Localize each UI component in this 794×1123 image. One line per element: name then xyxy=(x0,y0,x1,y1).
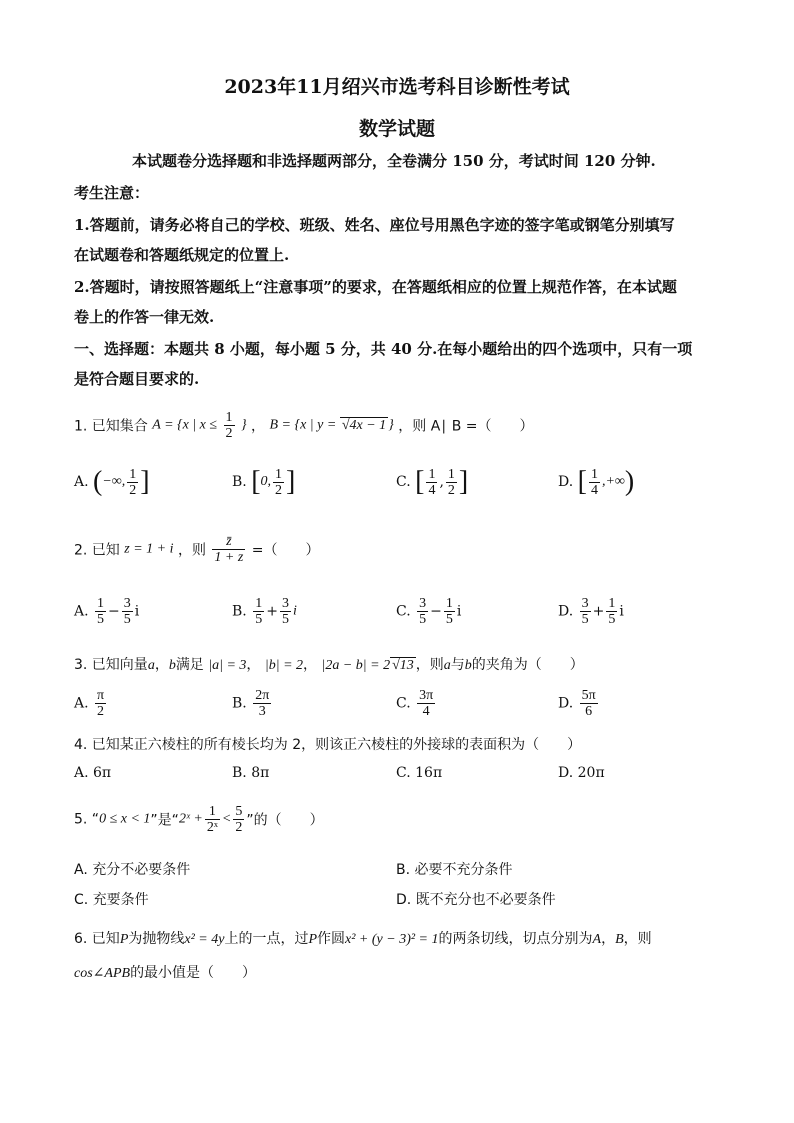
q3-stem xyxy=(74,654,584,674)
q5-lt: < xyxy=(221,811,232,827)
notice-1-line2: 在试题卷和答题纸规定的位置上. xyxy=(74,246,290,264)
frac-num: 1 xyxy=(205,804,220,820)
q3-option-d[interactable] xyxy=(558,688,600,719)
q4-option-c[interactable] xyxy=(396,765,442,781)
frac-a xyxy=(417,596,428,627)
q6-text-e: 的两条切线，切点分别为 xyxy=(438,931,593,947)
q1-set-a-fraction xyxy=(224,410,235,441)
frac-b xyxy=(444,596,455,627)
frac-num: 5 xyxy=(235,804,243,819)
q6-text-f: ，则 xyxy=(623,931,652,947)
frac-num: 1 xyxy=(275,466,283,482)
q3-option-c[interactable] xyxy=(396,688,437,719)
op: − xyxy=(430,603,442,620)
q1-set-a-close: } xyxy=(240,417,247,433)
frac-den: 4 xyxy=(428,482,436,498)
q2-given: z = 1 + i xyxy=(124,541,174,557)
q3-cond-2: |b| = 2 xyxy=(264,658,304,673)
frac-a xyxy=(580,596,591,627)
op: + xyxy=(592,603,605,620)
option-label: B. xyxy=(232,765,247,781)
frac-den: 5 xyxy=(608,612,616,627)
q2-option-a[interactable] xyxy=(74,596,139,627)
option-label: A. xyxy=(74,603,89,620)
option-value: 8π xyxy=(251,765,270,781)
bracket-left: [ xyxy=(577,466,587,497)
q3-text-a: 3. 已知向量 xyxy=(74,657,148,673)
frac-num: 1 xyxy=(97,596,105,611)
option-value: 20π xyxy=(577,765,605,781)
q5-option-c[interactable] xyxy=(74,889,149,909)
q1-option-c[interactable] xyxy=(396,466,468,498)
frac-den: 2 xyxy=(447,482,455,498)
frac-den: 6 xyxy=(585,704,593,719)
option-label: A. xyxy=(74,695,89,712)
frac-den: 5 xyxy=(281,612,289,627)
q6-text-g: 的最小值是（ ） xyxy=(130,965,257,981)
bracket-left: ( xyxy=(93,466,103,497)
option-fraction xyxy=(417,688,435,719)
option-label: C. xyxy=(396,474,411,490)
q5-term: 2ˣ + xyxy=(178,811,203,827)
q3-text-b: 满足 xyxy=(175,657,204,673)
q2-suffix: =（ ） xyxy=(251,542,320,559)
frac-num: 1 xyxy=(255,596,263,611)
bracket-left: [ xyxy=(415,466,425,497)
q5-cond: 0 ≤ x < 1 xyxy=(99,811,151,827)
q5-option-a[interactable] xyxy=(74,859,190,879)
option-fraction-1 xyxy=(426,467,437,498)
q2-option-c[interactable] xyxy=(396,596,461,627)
bracket-left: [ xyxy=(251,466,261,497)
frac-b xyxy=(280,596,291,627)
option-label: B. xyxy=(232,474,247,490)
frac-num: 1 xyxy=(428,466,436,482)
option-label: D. xyxy=(558,695,574,712)
notice-1-line1: 1.答题前，请务必将自己的学校、班级、姓名、座位号用黑色字迹的签字笔或钢笔分别填写 xyxy=(74,216,675,234)
bracket-right: ) xyxy=(624,466,635,497)
bracket-right: ] xyxy=(458,466,469,497)
frac-den: 5 xyxy=(445,612,453,627)
imag-unit: i xyxy=(456,603,462,620)
q5-option-b[interactable] xyxy=(396,859,513,879)
q6-text-d: 作圆 xyxy=(317,931,346,947)
notice-2-line1: 2.答题时，请按照答题纸上“注意事项”的要求，在答题纸相应的位置上规范作答，在本试题 xyxy=(74,278,677,296)
frac-den: 2 xyxy=(129,482,137,498)
frac-den: 3 xyxy=(258,704,266,719)
vector-a-2: a xyxy=(443,658,451,673)
q2-option-d[interactable] xyxy=(558,596,624,627)
q1-set-a-num: 1 xyxy=(225,410,233,425)
q1-set-b-radicand: 4x − 1 xyxy=(349,418,387,433)
op: + xyxy=(266,603,278,620)
q5-fraction-2 xyxy=(233,804,244,835)
q3-option-b[interactable] xyxy=(232,688,273,719)
option-fraction-2 xyxy=(446,467,457,498)
q5-mid: ”是“ xyxy=(150,812,179,829)
option-value: 充要条件 xyxy=(92,892,149,908)
q2-num: z̄ xyxy=(212,534,245,550)
exam-title: 2023年11月绍兴市选考科目诊断性考试 xyxy=(224,76,570,98)
frac-b xyxy=(606,596,617,627)
frac-num: 5π xyxy=(581,688,596,703)
frac-den: 5 xyxy=(419,612,427,627)
imag-unit: i xyxy=(292,603,297,619)
q6-text-b: 为抛物线 xyxy=(128,931,185,947)
q6-comma: ， xyxy=(601,931,616,947)
notice-2-line2: 卷上的作答一律无效. xyxy=(74,308,215,326)
frac-den: 2ˣ xyxy=(206,820,218,835)
bracket-right: ] xyxy=(140,466,150,497)
q6-point-a: A xyxy=(592,932,602,947)
option-fraction xyxy=(127,467,138,498)
frac-num: π xyxy=(97,688,105,703)
q1-option-a[interactable] xyxy=(74,466,150,498)
exam-intro: 本试题卷分选择题和非选择题两部分，全卷满分 150 分，考试时间 120 分钟. xyxy=(132,152,656,170)
q2-mid: ，则 xyxy=(177,542,206,559)
q1-set-b-radical: √4x − 1 xyxy=(341,418,387,433)
option-label: D. xyxy=(558,474,574,490)
q3-option-a[interactable] xyxy=(74,688,108,719)
option-label: B. xyxy=(232,695,247,712)
q6-line1 xyxy=(74,928,652,948)
section1-line1: 一、选择题：本题共 8 小题，每小题 5 分，共 40 分.在每小题给出的四个选项中，只有一项 xyxy=(74,340,693,358)
q1-set-b-close: } xyxy=(388,417,394,433)
frac-num: 1 xyxy=(608,596,616,611)
frac-num: 3 xyxy=(419,596,427,611)
option-fraction xyxy=(580,688,598,719)
option-label: B. xyxy=(396,862,411,878)
frac-num: 1 xyxy=(129,466,137,482)
option-value: 16π xyxy=(415,765,443,781)
q3-text-e: 的夹角为（ ） xyxy=(471,657,584,673)
option-label: A. xyxy=(74,765,89,781)
q3-sep-3: ， xyxy=(303,657,318,673)
frac-num: 3 xyxy=(281,596,289,611)
option-label: D. xyxy=(558,603,574,620)
frac-b xyxy=(122,596,133,627)
q1-set-a-den: 2 xyxy=(225,426,233,441)
option-label: A. xyxy=(74,474,89,490)
frac-den: 5 xyxy=(97,612,105,627)
frac-den: 4 xyxy=(422,704,430,719)
q6-expression: cos∠APB xyxy=(74,966,131,981)
q2-den: 1 + z xyxy=(214,550,244,565)
frac-a xyxy=(253,596,264,627)
q1-option-d[interactable] xyxy=(558,466,634,498)
option-label: D. xyxy=(558,765,574,781)
q1-option-b[interactable] xyxy=(232,466,295,498)
option-label: A. xyxy=(74,862,88,878)
q1-set-b: B = {x | y = xyxy=(269,417,340,433)
q1-set-a: A = {x | x ≤ xyxy=(152,417,218,433)
q4-option-b[interactable] xyxy=(232,765,269,781)
q3-cond-1: |a| = 3 xyxy=(208,658,247,673)
frac-den: 4 xyxy=(590,482,598,498)
frac-den: 2 xyxy=(235,820,243,835)
q2-fraction xyxy=(212,534,245,565)
imag-unit: i xyxy=(134,603,140,620)
q3-cond-3-radical: √13 xyxy=(392,658,414,673)
q5-stem xyxy=(74,804,324,835)
q5-prefix: 5. “ xyxy=(74,811,100,828)
frac-num: 1 xyxy=(590,466,598,482)
q1-prefix: 1. 已知集合 xyxy=(74,418,148,435)
q6-point-p: P xyxy=(119,932,129,947)
q4-option-d[interactable] xyxy=(558,765,605,781)
option-label: C. xyxy=(396,765,411,781)
option-value: 既不充分也不必要条件 xyxy=(415,892,556,908)
q2-prefix: 2. 已知 xyxy=(74,542,120,559)
section1-line2: 是符合题目要求的. xyxy=(74,370,200,388)
frac-num: 3 xyxy=(123,596,131,611)
frac-num: 2π xyxy=(255,688,270,703)
vector-a: a xyxy=(147,658,155,673)
q5-fraction-1 xyxy=(205,804,220,835)
frac-num: 3 xyxy=(581,596,589,611)
q4-option-a[interactable] xyxy=(74,765,111,781)
frac-den: 2 xyxy=(275,482,283,498)
q2-stem xyxy=(74,534,320,565)
imag-unit: i xyxy=(619,603,624,620)
q6-parabola: x² = 4y xyxy=(184,932,225,947)
q2-option-b[interactable] xyxy=(232,596,297,627)
vector-b-2: b xyxy=(464,658,472,673)
vector-b: b xyxy=(168,658,176,673)
frac-den: 5 xyxy=(255,612,263,627)
q4-stem: 4. 已知某正六棱柱的所有棱长均为 2，则该正六棱柱的外接球的表面积为（ ） xyxy=(74,737,582,753)
q6-circle: x² + (y − 3)² = 1 xyxy=(345,932,439,947)
notice-label: 考生注意： xyxy=(74,184,150,202)
option-fraction xyxy=(589,467,600,498)
q6-line2 xyxy=(74,962,256,982)
q3-sep: ， xyxy=(154,657,169,673)
option-fraction xyxy=(273,467,284,498)
option-post: ,+∞ xyxy=(601,474,625,489)
q1-stem xyxy=(74,410,534,441)
frac-num: 1 xyxy=(445,596,453,611)
q1-comma: ， xyxy=(251,418,266,435)
q3-cond-3-radicand: 13 xyxy=(399,658,414,673)
q1-suffix: ，则 A∣ B =（ ） xyxy=(398,418,534,435)
q6-point-p-2: P xyxy=(308,932,318,947)
option-pre: −∞, xyxy=(102,474,126,489)
frac-num: 3π xyxy=(419,688,434,703)
option-label: C. xyxy=(396,603,411,620)
frac-num: 1 xyxy=(447,466,455,482)
frac-den: 5 xyxy=(123,612,131,627)
option-label: C. xyxy=(74,892,89,908)
q6-text-a: 6. 已知 xyxy=(74,931,120,947)
frac-den: 2 xyxy=(97,704,105,719)
option-fraction xyxy=(253,688,271,719)
q3-text-d: 与 xyxy=(450,657,465,673)
option-value: 充分不必要条件 xyxy=(92,862,191,878)
q5-suffix: ”的（ ） xyxy=(246,812,324,829)
option-comma: , xyxy=(439,474,444,490)
frac-den: 5 xyxy=(581,612,589,627)
op: − xyxy=(108,603,120,620)
bracket-right: ] xyxy=(286,466,296,497)
q3-text-c: ，则 xyxy=(415,657,444,673)
q3-cond-3: |2a − b| = 2 xyxy=(321,658,391,673)
frac-a xyxy=(95,596,106,627)
q6-text-c: 上的一点，过 xyxy=(224,931,309,947)
q3-sep-2: ， xyxy=(246,657,261,673)
option-value: 必要不充分条件 xyxy=(414,862,513,878)
option-pre: 0, xyxy=(260,474,272,489)
option-fraction xyxy=(95,688,106,719)
option-label: D. xyxy=(396,892,412,908)
option-value: 6π xyxy=(93,765,112,781)
option-label: C. xyxy=(396,695,411,712)
option-label: B. xyxy=(232,603,247,620)
exam-subtitle: 数学试题 xyxy=(358,118,435,140)
q5-option-d[interactable] xyxy=(396,889,556,909)
q6-point-b: B xyxy=(615,932,624,947)
